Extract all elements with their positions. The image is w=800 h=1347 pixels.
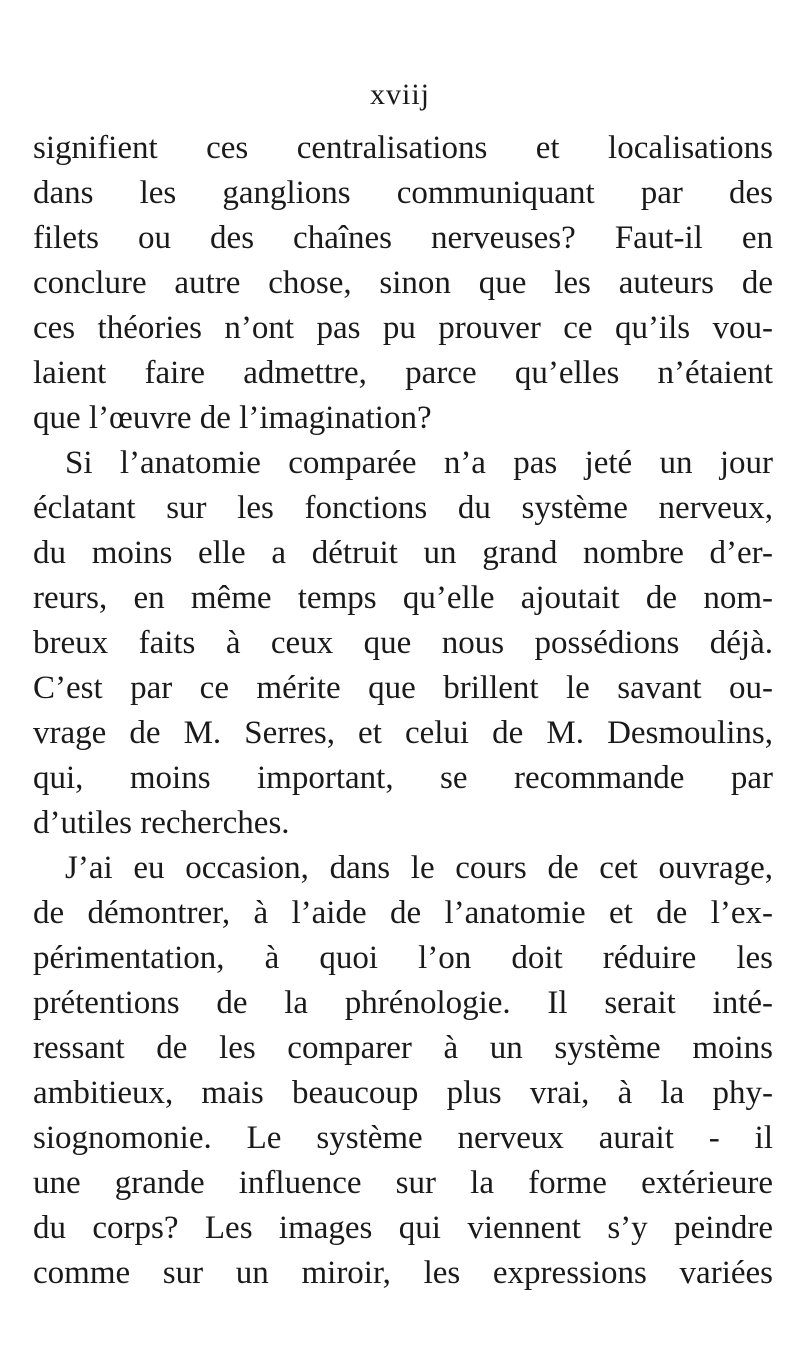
- text-line: C’est par ce mérite que brillent le savant ou-: [33, 670, 773, 706]
- text-line: ambitieux, mais beaucoup plus vrai, à la phy-: [33, 1075, 773, 1111]
- text-line: laient faire admettre, parce qu’elles n’étaient: [33, 355, 773, 391]
- text-line: reurs, en même temps qu’elle ajoutait de nom-: [33, 580, 773, 616]
- text-line: signifient ces centralisations et localisations: [33, 130, 773, 166]
- text-line: Si l’anatomie comparée n’a pas jeté un jour: [65, 445, 773, 481]
- text-line: comme sur un miroir, les expressions variées: [33, 1255, 773, 1291]
- text-line: périmentation, à quoi l’on doit réduire les: [33, 940, 773, 976]
- text-line: ces théories n’ont pas pu prouver ce qu’ils vou-: [33, 310, 773, 346]
- text-line: d’utiles recherches.: [33, 805, 290, 841]
- text-line: conclure autre chose, sinon que les auteurs de: [33, 265, 773, 301]
- text-line: vrage de M. Serres, et celui de M. Desmoulins,: [33, 715, 773, 751]
- text-line: filets ou des chaînes nerveuses? Faut-il en: [33, 220, 773, 256]
- text-line: siognomonie. Le système nerveux aurait - il: [33, 1120, 773, 1156]
- text-line: breux faits à ceux que nous possédions déjà.: [33, 625, 773, 661]
- text-line: qui, moins important, se recommande par: [33, 760, 773, 796]
- text-line: J’ai eu occasion, dans le cours de cet ouvrage,: [65, 850, 773, 886]
- text-line: du moins elle a détruit un grand nombre d’er-: [33, 535, 773, 571]
- page-number: xviij: [369, 78, 430, 111]
- text-line: ressant de les comparer à un système moins: [33, 1030, 773, 1066]
- body-text: [33, 126, 773, 1296]
- text-line: prétentions de la phrénologie. Il serait inté-: [33, 985, 773, 1021]
- text-line: que l’œuvre de l’imagination?: [33, 400, 432, 436]
- text-line: éclatant sur les fonctions du système nerveux,: [33, 490, 773, 526]
- text-line: une grande influence sur la forme extérieure: [33, 1165, 773, 1201]
- text-line: du corps? Les images qui viennent s’y peindre: [33, 1210, 773, 1246]
- text-line: de démontrer, à l’aide de l’anatomie et de l’ex-: [33, 895, 773, 931]
- text-line: dans les ganglions communiquant par des: [33, 175, 773, 211]
